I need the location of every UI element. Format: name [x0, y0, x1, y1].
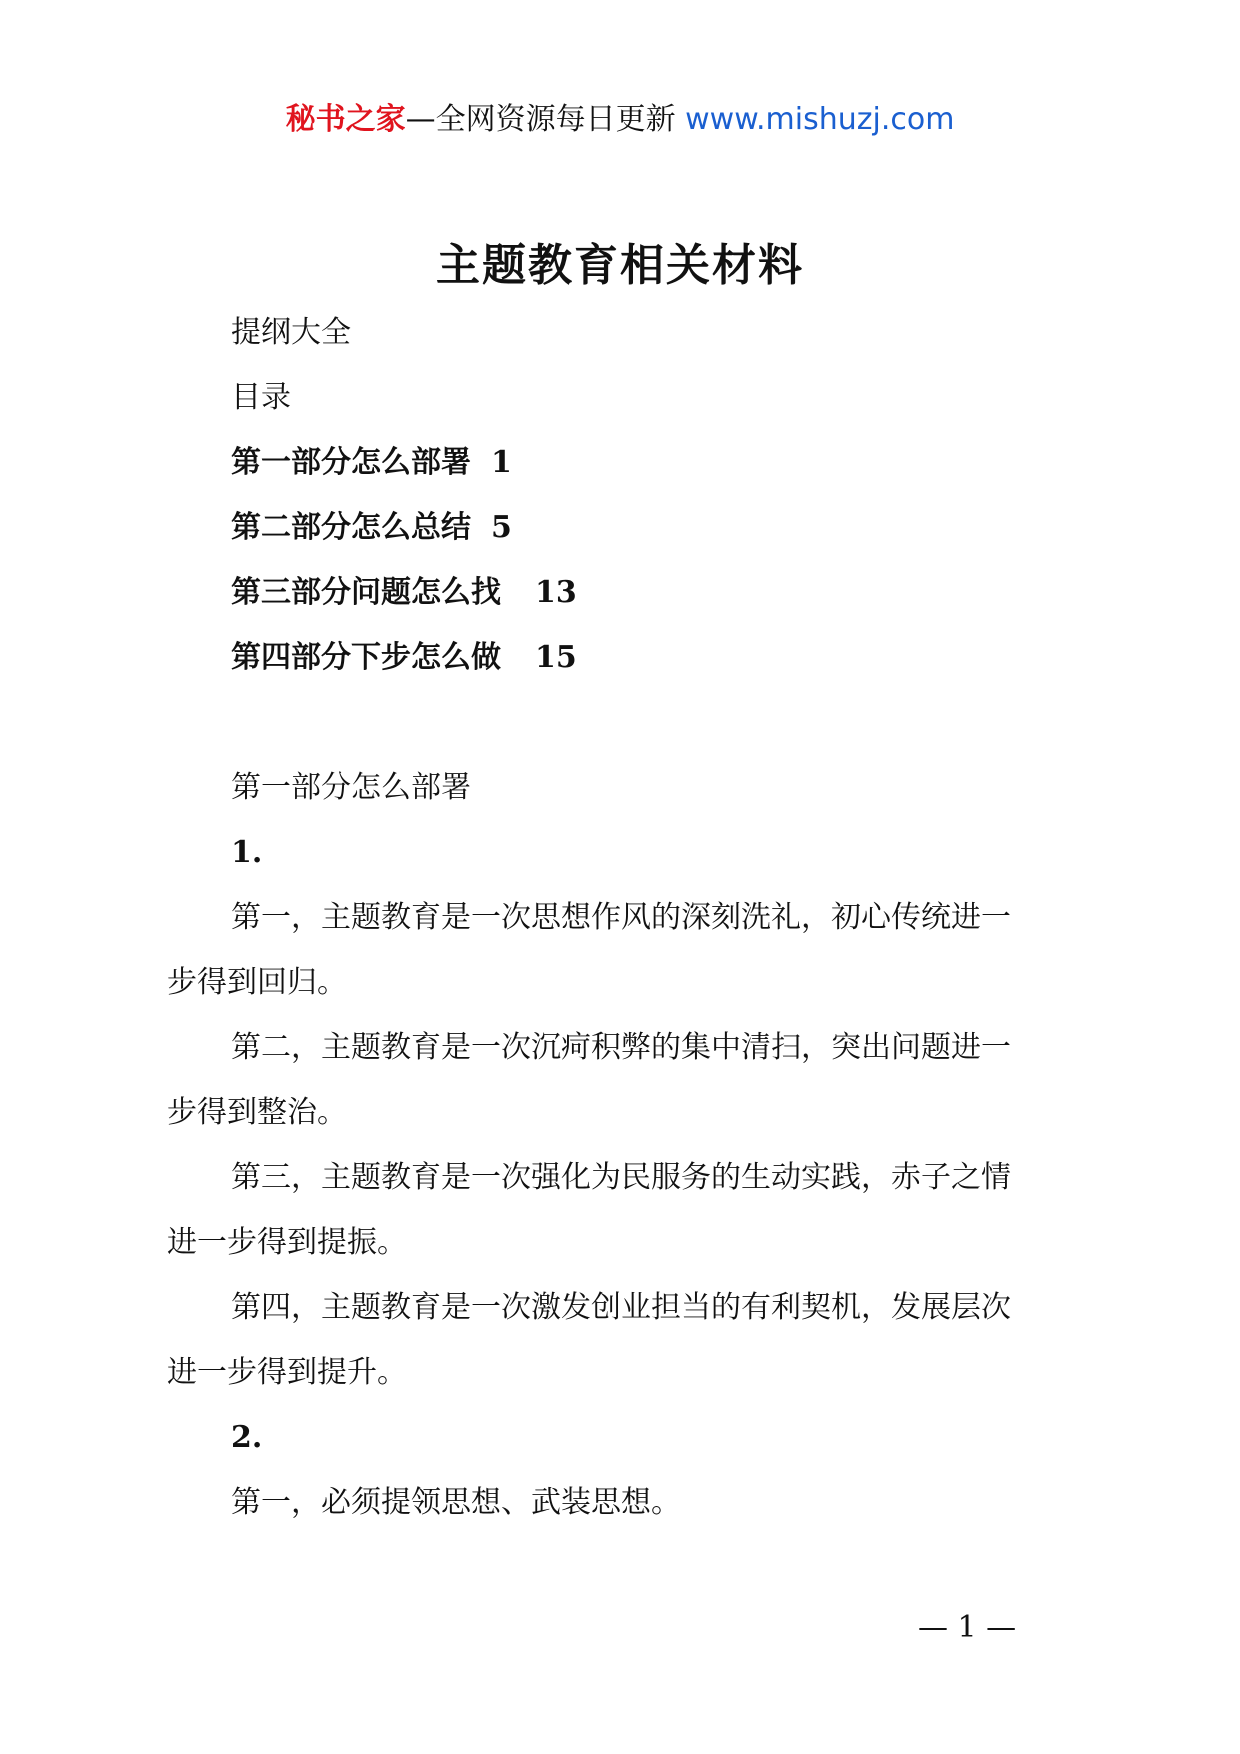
point-number: 2. — [231, 1420, 263, 1455]
toc-entry-label: 第四部分下步怎么做 — [231, 640, 501, 675]
toc-entry[interactable] — [231, 443, 512, 483]
toc-entry[interactable] — [231, 508, 512, 548]
paragraph-line: 步得到回归。 — [167, 965, 347, 1000]
toc-entry-label: 第三部分问题怎么找 — [231, 575, 501, 610]
toc-entry-page: 5 — [491, 510, 512, 545]
toc-heading: 目录 — [231, 380, 291, 415]
toc-entry-page: 1 — [491, 445, 512, 480]
paragraph-line: 第一，必须提领思想、武装思想。 — [231, 1485, 681, 1520]
toc-entry-page: 15 — [535, 640, 577, 675]
paragraph-line: 第三，主题教育是一次强化为民服务的生动实践，赤子之情 — [231, 1160, 1011, 1195]
toc-entry[interactable] — [231, 573, 577, 613]
paragraph-line: 第四，主题教育是一次激发创业担当的有利契机，发展层次 — [231, 1290, 1011, 1325]
banner-slogan: —全网资源每日更新 — [405, 102, 676, 137]
toc-entry-label: 第二部分怎么总结 — [231, 510, 471, 545]
banner-brand: 秘书之家 — [285, 102, 406, 137]
paragraph-line: 进一步得到提升。 — [167, 1355, 407, 1390]
document-title: 主题教育相关材料 — [436, 240, 804, 291]
paragraph-line: 第一，主题教育是一次思想作风的深刻洗礼，初心传统进一 — [231, 900, 1011, 935]
banner-url-link[interactable]: www.mishuzj.com — [685, 102, 955, 137]
paragraph-line: 进一步得到提振。 — [167, 1225, 407, 1260]
document-subtitle: 提纲大全 — [231, 315, 351, 350]
paragraph-line: 步得到整治。 — [167, 1095, 347, 1130]
toc-entry-page: 13 — [535, 575, 577, 610]
page-number: — 1 — — [918, 1610, 1017, 1645]
paragraph-line: 第二，主题教育是一次沉疴积弊的集中清扫，突出问题进一 — [231, 1030, 1011, 1065]
site-banner — [0, 100, 1240, 140]
toc-entry-label: 第一部分怎么部署 — [231, 445, 471, 480]
section-heading: 第一部分怎么部署 — [231, 770, 471, 805]
point-number: 1. — [231, 835, 263, 870]
toc-entry[interactable] — [231, 638, 577, 678]
